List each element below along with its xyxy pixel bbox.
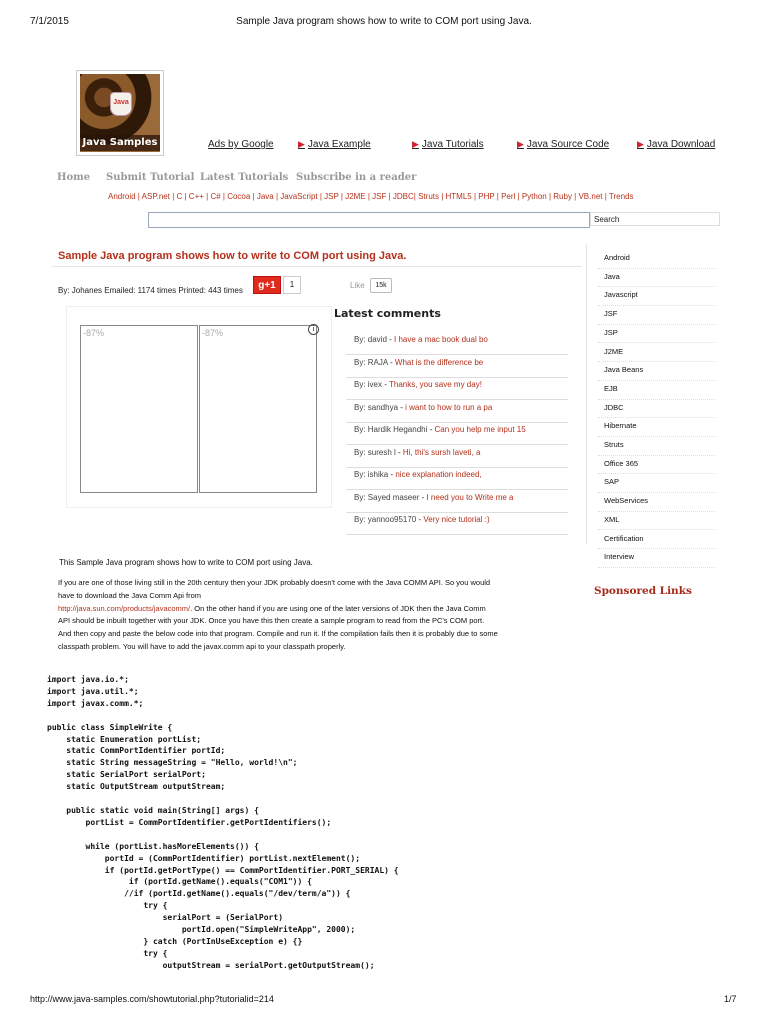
ad-slot[interactable]: -87% [199, 325, 317, 493]
latest-comments-title: Latest comments [334, 307, 441, 320]
comment-item[interactable]: By: sandhya - i want to how to run a pa [346, 401, 568, 423]
sidebar-item-jdbc[interactable]: JDBC [598, 400, 716, 419]
article-meta: By: Johanes Emailed: 1174 times Printed: 443 times [58, 286, 243, 295]
play-triangle-icon: ▶ [517, 139, 524, 149]
sidebar-item-hibernate[interactable]: Hibernate [598, 418, 716, 437]
sidebar-item-webservices[interactable]: WebServices [598, 493, 716, 512]
java-download-link[interactable]: ▶ Java Download [637, 139, 716, 150]
comment-item[interactable]: By: RAJA - What is the difference be [346, 356, 568, 378]
sidebar-item-ejb[interactable]: EJB [598, 381, 716, 400]
site-logo[interactable] [76, 70, 164, 156]
nav-latest-tutorials[interactable]: Latest Tutorials [200, 172, 289, 183]
article-paragraph: If you are one of those living still in the 20th century then your JDK probably doesn't come with the Java COMM API. So you would have to download the Java Comm Api from http://java.sun.com/products/javacomm/. On the other hand if you are using one of the later versions of JDK then the Java Comm API should be inbuilt together with your JDK. Once you have this then create a sample program to read from the PC's COM port. And then copy and paste the below code into that program. Compile and run it. If the compilation fails then it is probably due to some classpath problem. You will have to add the javax.comm api to your classpath properly. [58, 578, 498, 651]
code-block: import java.io.*; import java.util.*; import javax.comm.*; public class SimpleWrite { static Enumeration portList; static CommPortIdentifier portId; static String messageString = "Hello, world!\n"; static SerialPort serialPort; static OutputStream outputStream; public static void main(String[] args) { portList = CommPortIdentifier.getPortIdentifiers(); while (portList.hasMoreElements()) { portId = (CommPortIdentifier) portList.nextElement(); if (portId.getPortType() == CommPortIdentifier.PORT_SERIAL) { if (portId.getName().equals("COM1")) { //if (portId.getName().equals("/dev/term/a")) { try { serialPort = (SerialPort) portId.open("SimpleWriteApp", 2000); } catch (PortInUseException e) {} try { outputStream = serialPort.getOutputStream(); [47, 675, 399, 970]
comment-item[interactable]: By: yannoo95170 - Very nice tutorial :) [346, 513, 568, 535]
sidebar-item-javascript[interactable]: Javascript [598, 287, 716, 306]
logo-caption: Java Samples [80, 135, 160, 151]
like-count: 15k [370, 278, 392, 293]
print-title: Sample Java program shows how to write to COM port using Java. [236, 16, 532, 27]
sidebar-divider [586, 244, 587, 544]
search-button[interactable]: Search [590, 212, 720, 226]
category-links[interactable]: Android | ASP.net | C | C++ | C# | Cocoa | Java | JavaScript | JSP | J2ME | JSF | JDBC| Struts | HTML5 | PHP | Perl | Python | Ruby | VB.net | Trends [108, 192, 634, 201]
javacomm-link[interactable]: http://java.sun.com/products/javacomm/ [58, 603, 191, 613]
sidebar-item-java-beans[interactable]: Java Beans [598, 362, 716, 381]
like-button[interactable]: Like [350, 281, 365, 290]
ad-info-icon[interactable]: i [308, 324, 319, 335]
ads-by-google-link[interactable]: Ads by Google [208, 139, 274, 150]
article-title: Sample Java program shows how to write to COM port using Java. [58, 250, 407, 262]
play-triangle-icon: ▶ [298, 139, 305, 149]
sidebar-item-jsf[interactable]: JSF [598, 306, 716, 325]
comment-item[interactable]: By: suresh l - Hi, thi's sursh laveti, a [346, 446, 568, 468]
ad-slot[interactable]: -87% [80, 325, 198, 493]
java-source-code-link[interactable]: ▶ Java Source Code [517, 139, 610, 150]
sidebar-item-interview[interactable]: Interview [598, 549, 716, 568]
sponsored-links-heading: Sponsored Links [594, 585, 692, 597]
google-plus-count: 1 [283, 276, 301, 294]
article-intro: This Sample Java program shows how to write to COM port using Java. [59, 558, 313, 567]
sidebar-item-xml[interactable]: XML [598, 512, 716, 531]
comment-item[interactable]: By: Sayed maseer - I need you to Write me a [346, 491, 568, 513]
sidebar-item-office365[interactable]: Office 365 [598, 456, 716, 475]
sidebar-item-android[interactable]: Android [598, 250, 716, 269]
comment-item[interactable]: By: ivex - Thanks, you save my day! [346, 378, 568, 400]
nav-home[interactable]: Home [57, 172, 91, 183]
java-example-link[interactable]: ▶ Java Example [298, 139, 371, 150]
sidebar-item-sap[interactable]: SAP [598, 474, 716, 493]
sidebar-item-java[interactable]: Java [598, 269, 716, 288]
comment-item[interactable]: By: Hardik Hegandhi - Can you help me input 15 [346, 423, 568, 445]
page-number: 1/7 [724, 994, 737, 1004]
sidebar-item-jsp[interactable]: JSP [598, 325, 716, 344]
footer-url: http://www.java-samples.com/showtutorial.php?tutorialid=214 [30, 994, 274, 1004]
sidebar-item-j2me[interactable]: J2ME [598, 344, 716, 363]
comment-item[interactable]: By: ishika - nice explanation indeed, [346, 468, 568, 490]
search-input[interactable] [148, 212, 590, 228]
nav-subscribe[interactable]: Subscribe in a reader [296, 172, 417, 183]
sidebar-item-struts[interactable]: Struts [598, 437, 716, 456]
title-divider [52, 266, 582, 267]
play-triangle-icon: ▶ [412, 139, 419, 149]
java-tutorials-link[interactable]: ▶ Java Tutorials [412, 139, 484, 150]
google-plus-button[interactable]: g+1 [253, 276, 281, 294]
print-date: 7/1/2015 [30, 16, 69, 27]
play-triangle-icon: ▶ [637, 139, 644, 149]
coffee-cup-icon: Java [110, 92, 132, 116]
comment-item[interactable]: By: david - I have a mac book dual bo [346, 333, 568, 355]
nav-submit-tutorial[interactable]: Submit Tutorial [106, 172, 195, 183]
sidebar-item-certification[interactable]: Certification [598, 531, 716, 550]
